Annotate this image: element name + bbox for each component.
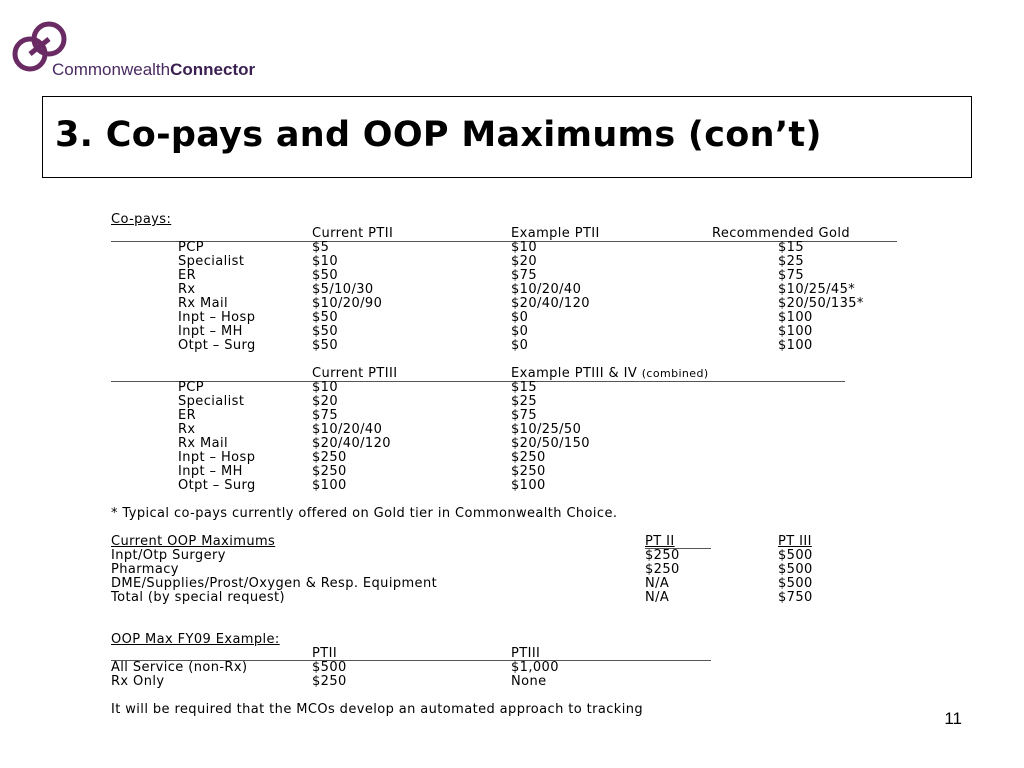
closing-text: It will be required that the MCOs develop an automated approach to tracking [111, 702, 644, 717]
cell-gold: $100 [778, 310, 813, 325]
footnote: * Typical co-pays currently offered on Gold tier in Commonwealth Choice. [111, 506, 618, 521]
t2-header-example-text: Example PTIII & IV [511, 366, 638, 381]
cell-gold: $75 [778, 268, 805, 283]
cell-example: $20/40/120 [511, 296, 590, 311]
row-label: PCP [178, 380, 204, 395]
cell-current: $50 [312, 268, 339, 283]
t1-header-recommended-gold: Recommended Gold [712, 226, 851, 241]
row-label: Specialist [178, 254, 245, 269]
oop-header-label: Current OOP Maximums [111, 534, 276, 549]
cell-ptiii: $750 [778, 590, 813, 605]
cell-example: $0 [511, 338, 529, 353]
row-label: Otpt – Surg [178, 338, 256, 353]
cell-ptii: N/A [645, 590, 670, 605]
cell-current: $10 [312, 254, 339, 269]
row-label: Rx Mail [178, 296, 229, 311]
cell-example: $10/20/40 [511, 282, 582, 297]
cell-ptiii: $500 [778, 576, 813, 591]
cell-example: $15 [511, 380, 538, 395]
cell-current: $20 [312, 394, 339, 409]
row-label: Specialist [178, 394, 245, 409]
cell-current: $10/20/40 [312, 422, 383, 437]
cell-ptiii: $500 [778, 562, 813, 577]
cell-current: $100 [312, 478, 347, 493]
cell-ptii: N/A [645, 576, 670, 591]
row-label: DME/Supplies/Prost/Oxygen & Resp. Equipment [111, 576, 438, 591]
cell-gold: $20/50/135* [778, 296, 864, 311]
t2-header-note: (combined) [641, 367, 709, 380]
row-label: Otpt – Surg [178, 478, 256, 493]
cell-example: $75 [511, 268, 538, 283]
cell-current: $5 [312, 240, 330, 255]
row-label: Inpt – MH [178, 324, 243, 339]
row-label: All Service (non-Rx) [111, 660, 248, 675]
cell-ptii: $250 [645, 548, 680, 563]
cell-current: $75 [312, 408, 339, 423]
cell-current: $50 [312, 324, 339, 339]
logo-text-bold: Connector [170, 60, 256, 79]
t2-header-current-ptiii: Current PTIII [312, 366, 398, 381]
cell-gold: $25 [778, 254, 805, 269]
oop-header-ptiii: PT III [778, 534, 812, 549]
cell-current: $50 [312, 310, 339, 325]
cell-gold: $10/25/45* [778, 282, 856, 297]
cell-gold: $100 [778, 324, 813, 339]
cell-ptii: $250 [645, 562, 680, 577]
cell-example: $0 [511, 324, 529, 339]
logo-text-regular: Commonwealth [52, 60, 171, 79]
row-label: PCP [178, 240, 204, 255]
t1-header-example-ptii: Example PTII [511, 226, 600, 241]
copays-label: Co-pays: [111, 212, 172, 227]
cell-gold: $15 [778, 240, 805, 255]
cell-example: $75 [511, 408, 538, 423]
cell-current: $250 [312, 464, 347, 479]
cell-example: $250 [511, 464, 546, 479]
title-box [42, 96, 972, 178]
row-label: Total (by special request) [111, 590, 286, 605]
cell-example: $10 [511, 240, 538, 255]
cell-current: $250 [312, 450, 347, 465]
row-label: Pharmacy [111, 562, 179, 577]
page-title: 3. Co-pays and OOP Maximums (con’t) [55, 115, 822, 155]
oop-header-ptii: PT II [645, 534, 675, 549]
cell-current: $10 [312, 380, 339, 395]
row-label: Rx [178, 422, 196, 437]
cell-ptii: $250 [312, 674, 347, 689]
cell-ptiii: $1,000 [511, 660, 559, 675]
t1-header-current-ptii: Current PTII [312, 226, 394, 241]
fy09-header-ptii: PTII [312, 646, 338, 661]
fy09-label: OOP Max FY09 Example: [111, 632, 280, 647]
cell-current: $10/20/90 [312, 296, 383, 311]
row-label: Inpt/Otp Surgery [111, 548, 226, 563]
cell-ptii: $500 [312, 660, 347, 675]
cell-current: $50 [312, 338, 339, 353]
row-label: Rx [178, 282, 196, 297]
cell-example: $100 [511, 478, 546, 493]
logo-wordmark [52, 60, 255, 80]
fy09-header-ptiii: PTIII [511, 646, 541, 661]
t2-header-example-ptiii-iv [511, 367, 709, 381]
row-label: Rx Mail [178, 436, 229, 451]
row-label: Inpt – Hosp [178, 310, 256, 325]
page-number: 11 [944, 709, 962, 728]
cell-example: $20/50/150 [511, 436, 590, 451]
row-label: ER [178, 408, 197, 423]
cell-example: $10/25/50 [511, 422, 582, 437]
cell-current: $5/10/30 [312, 282, 374, 297]
row-label: Inpt – MH [178, 464, 243, 479]
cell-example: $0 [511, 310, 529, 325]
cell-gold: $100 [778, 338, 813, 353]
cell-example: $25 [511, 394, 538, 409]
cell-example: $20 [511, 254, 538, 269]
row-label: ER [178, 268, 197, 283]
cell-example: $250 [511, 450, 546, 465]
row-label: Inpt – Hosp [178, 450, 256, 465]
t2-header-rule [111, 381, 845, 382]
cell-ptiii: None [511, 674, 547, 689]
cell-ptiii: $500 [778, 548, 813, 563]
cell-current: $20/40/120 [312, 436, 391, 451]
row-label: Rx Only [111, 674, 165, 689]
